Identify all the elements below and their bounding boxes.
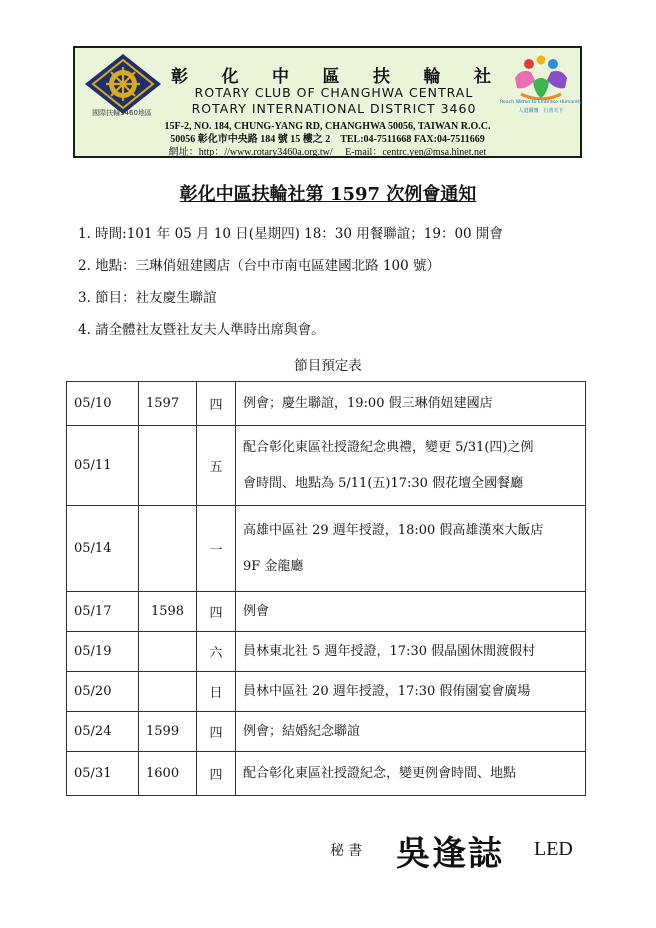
schedule-content-line: 員林東北社 5 週年授證，17:30 假晶園休閒渡假村 [243, 643, 536, 659]
table-row [67, 752, 586, 796]
schedule-content-line: 例會 [243, 603, 270, 619]
club-name-char: 輪 [423, 67, 443, 87]
letterhead-top [75, 48, 580, 124]
club-name-english-line2: ROTARY INTERNATIONAL DISTRICT 3460 [191, 101, 477, 116]
meeting-number: 1600 [139, 752, 197, 796]
notice-title: 彰化中區扶輪社第 1597 次例會通知 [179, 184, 477, 205]
meeting-number: 1599 [139, 712, 197, 752]
schedule-date: 05/31 [67, 752, 139, 796]
schedule-content [236, 632, 586, 672]
table-row [67, 506, 586, 592]
club-name-char: 中 [272, 67, 291, 87]
weekday: 四 [197, 382, 236, 426]
table-row [67, 712, 586, 752]
table-row [67, 592, 586, 632]
club-name-chinese [171, 62, 493, 87]
schedule-content [236, 752, 586, 796]
address-english: 15F-2, NO. 184, CHUNG-YANG RD, CHANGHWA 50056, TAIWAN R.O.C. [164, 121, 491, 132]
table-row [67, 426, 586, 506]
theme-logo [507, 54, 575, 100]
signature-name: 吳逢誌 [396, 834, 504, 874]
schedule-content-line: 例會；結婚紀念聯誼 [243, 723, 361, 739]
meeting-number: 1598 [139, 592, 197, 632]
signature-abbreviation: LED [534, 838, 573, 860]
club-name-char: 化 [221, 67, 241, 87]
schedule-date: 05/19 [67, 632, 139, 672]
info-location: 2. 地點：三琳俏妞建國店（台中市南屯區建國北路 100 號） [78, 258, 441, 274]
table-row [67, 382, 586, 426]
schedule-date: 05/24 [67, 712, 139, 752]
theme-logo-caption-en: Reach Within to Embrace Humanity [500, 100, 582, 105]
table-row [67, 672, 586, 712]
schedule-date: 05/14 [67, 506, 139, 592]
schedule-content-line: 配合彰化東區社授證紀念典禮，變更 5/31(四)之例 [243, 439, 534, 455]
schedule-content-line: 會時間、地點為 5/11(五)17:30 假花壇全國餐廳 [243, 475, 524, 491]
schedule-date: 05/10 [67, 382, 139, 426]
letterhead-address [75, 120, 580, 159]
weekday: 四 [197, 752, 236, 796]
schedule-date: 05/20 [67, 672, 139, 712]
club-name-char: 社 [474, 67, 493, 87]
theme-logo-caption-cn: 人道關懷 行善天下 [518, 108, 564, 114]
weekday: 四 [197, 592, 236, 632]
schedule-table [66, 381, 586, 796]
schedule-content [236, 506, 586, 592]
schedule-content [236, 592, 586, 632]
schedule-date: 05/11 [67, 426, 139, 506]
schedule-content [236, 672, 586, 712]
schedule-content [236, 382, 586, 426]
info-attendance: 4. 請全體社友暨社友夫人準時出席與會。 [78, 322, 325, 338]
club-name-english [175, 85, 493, 117]
meeting-number [139, 672, 197, 712]
schedule-content [236, 426, 586, 506]
meeting-number: 1597 [139, 382, 197, 426]
meeting-number [139, 632, 197, 672]
meeting-info-list [78, 222, 618, 350]
schedule-content-line: 例會；慶生聯誼，19:00 假三琳俏妞建國店 [243, 395, 493, 411]
weekday: 五 [197, 426, 236, 506]
info-time: 1. 時間:101 年 05 月 10 日(星期四) 18：30 用餐聯誼；19：00 開會 [78, 226, 503, 242]
schedule-content-line: 員林中區社 20 週年授證，17:30 假侑園宴會廣場 [243, 683, 531, 699]
schedule-date: 05/17 [67, 592, 139, 632]
info-program: 3. 節目：社友慶生聯誼 [78, 290, 217, 306]
schedule-content-line: 9F 金龍廳 [243, 558, 304, 574]
club-name-char: 扶 [373, 67, 392, 87]
table-row [67, 632, 586, 672]
district-logo-caption: 國際扶輪3460地區 [92, 109, 152, 117]
schedule-content [236, 712, 586, 752]
web-email-line: 網址：http：//www.rotary3460a.org.tw/ E-mail：centrc.yen@msa.hinet.net [168, 147, 487, 158]
club-name-english-line1: ROTARY CLUB OF CHANGHWA CENTRAL [194, 85, 474, 100]
club-name-char: 區 [322, 67, 342, 87]
club-name-char: 彰 [171, 67, 190, 87]
schedule-content-line: 配合彰化東區社授證紀念，變更例會時間、地點 [243, 765, 517, 781]
schedule-caption: 節目預定表 [294, 358, 362, 374]
schedule-content-line: 高雄中區社 29 週年授證，18:00 假高雄漢來大飯店 [243, 522, 544, 538]
weekday: 日 [197, 672, 236, 712]
weekday: 一 [197, 506, 236, 592]
letterhead [73, 46, 582, 158]
weekday: 六 [197, 632, 236, 672]
meeting-number [139, 506, 197, 592]
weekday: 四 [197, 712, 236, 752]
meeting-number [139, 426, 197, 506]
address-chinese: 50056 彰化市中央路 184 號 15 樓之 2 TEL:04-7511668 FAX:04-7511669 [170, 134, 485, 145]
signature-label: 秘書 [330, 843, 366, 859]
